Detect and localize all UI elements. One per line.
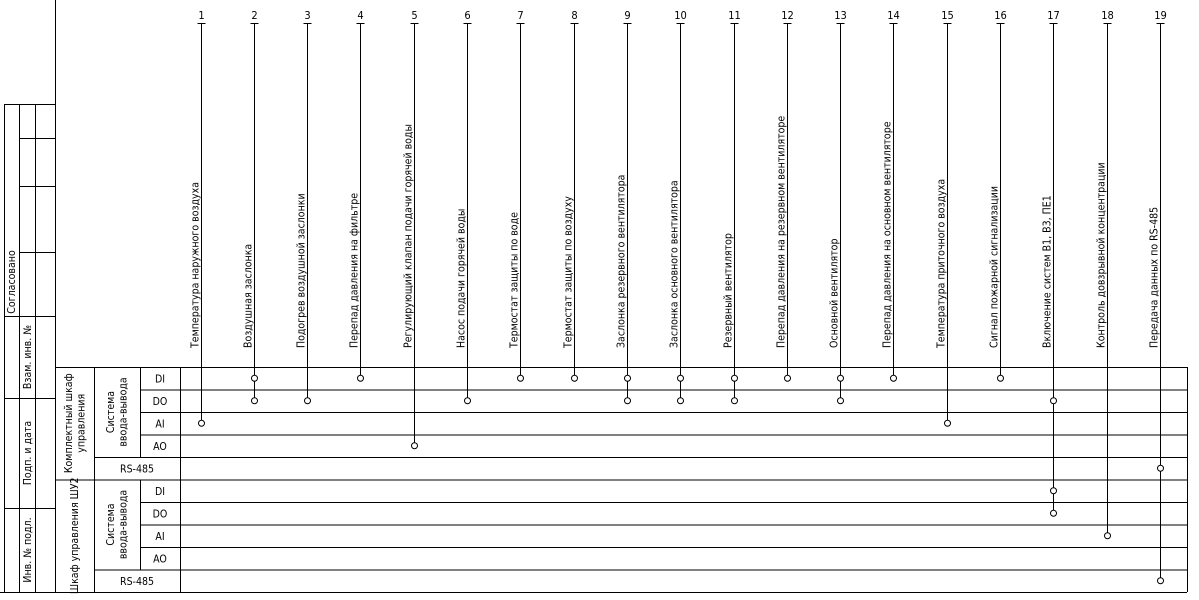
signal-number: 8 — [571, 9, 578, 22]
signal-9 — [616, 9, 632, 404]
signal-15 — [936, 9, 954, 426]
row-label-shu2-ao: AO — [153, 553, 167, 566]
stamp-sign-date-label: Подп. и дата — [22, 420, 34, 486]
signal-label: Сигнал пожарной сигнализации — [988, 185, 1001, 348]
signal-label: Включение систем В1, В3, ПЕ1 — [1041, 195, 1054, 348]
io-table-labels — [63, 373, 168, 594]
signal-11 — [723, 9, 741, 404]
signal-label: Перепад давления на фильтре — [348, 192, 361, 348]
row-label-kshu-ao: AO — [153, 440, 167, 453]
signal-label: Резервный вентилятор — [722, 233, 735, 348]
signal-number: 15 — [941, 9, 954, 22]
connection-node — [1158, 465, 1164, 471]
bus-label-kshu: RS-485 — [120, 463, 154, 476]
connection-node — [1105, 533, 1111, 539]
stamp-approved-label: Согласовано — [6, 250, 18, 314]
connection-node — [998, 375, 1004, 381]
signal-2 — [243, 9, 259, 404]
signal-5 — [403, 9, 419, 449]
signal-1 — [190, 9, 206, 426]
connection-node — [572, 375, 578, 381]
connection-node — [1051, 488, 1057, 494]
signal-number: 5 — [411, 9, 418, 22]
connection-node — [625, 375, 631, 381]
signal-number: 2 — [251, 9, 258, 22]
signal-4 — [349, 9, 365, 381]
signal-14 — [882, 9, 900, 381]
connection-node — [252, 375, 258, 381]
signal-number: 7 — [517, 9, 524, 22]
signal-label: Температура приточного воздуха — [935, 178, 948, 348]
signal-label: Передача данных по RS-485 — [1148, 206, 1161, 348]
connection-node — [625, 398, 631, 404]
signal-label: Контроль довзрывной концентрации — [1095, 162, 1108, 348]
signal-13 — [829, 9, 847, 404]
signal-label: Насос подачи горячей воды — [455, 208, 468, 348]
signal-8 — [563, 9, 579, 381]
signal-number: 14 — [887, 9, 900, 22]
signal-label: Перепад давления на резервном вентиляторе — [775, 115, 788, 348]
signal-label: Воздушная заслонка — [242, 243, 255, 348]
signal-12 — [776, 9, 794, 381]
connection-node — [732, 375, 738, 381]
bus-label-shu2: RS-485 — [120, 575, 154, 588]
signal-number: 18 — [1101, 9, 1114, 22]
signal-label: Основной вентилятор — [828, 238, 841, 348]
signal-7 — [509, 9, 525, 381]
signal-number: 4 — [357, 9, 364, 22]
row-label-shu2-do: DO — [152, 508, 168, 521]
signal-18 — [1096, 9, 1114, 539]
signal-columns — [190, 9, 1167, 584]
connection-node — [785, 375, 791, 381]
row-label-kshu-di: DI — [154, 373, 166, 386]
connection-node — [1051, 510, 1057, 516]
connection-node — [412, 443, 418, 449]
connection-node — [945, 420, 951, 426]
io-group-kshu: Системаввода-вывода — [104, 377, 130, 447]
connection-node — [305, 398, 311, 404]
block-name-shu2: Шкаф управления ШУ2 — [69, 477, 81, 595]
signal-6 — [456, 9, 472, 404]
signal-label: Термостат защиты по воздуху — [562, 196, 575, 348]
signal-label: Заслонка резервного вентилятора — [615, 174, 628, 348]
signal-number: 9 — [624, 9, 631, 22]
signal-label: Температура наружного воздуха — [189, 182, 202, 348]
io-table-grid — [56, 367, 1188, 593]
signal-number: 11 — [728, 9, 741, 22]
signal-label: Термостат защиты по воде — [508, 212, 521, 348]
connection-node — [732, 398, 738, 404]
connection-node — [838, 375, 844, 381]
signal-number: 19 — [1154, 9, 1167, 22]
io-group-shu2: Системаввода-вывода — [104, 489, 130, 560]
row-label-shu2-di: DI — [154, 485, 166, 498]
signal-number: 13 — [834, 9, 847, 22]
connection-node — [838, 398, 844, 404]
connection-node — [518, 375, 524, 381]
connection-node — [465, 398, 471, 404]
signal-number: 3 — [304, 9, 311, 22]
signal-number: 16 — [994, 9, 1007, 22]
signal-19 — [1149, 9, 1167, 584]
block-name-kshu: Комплектный шкафуправления — [62, 373, 88, 474]
connection-node — [252, 398, 258, 404]
row-label-kshu-ai: AI — [155, 418, 165, 431]
signal-label: Перепад давления на основном вентиляторе — [881, 121, 894, 348]
row-label-kshu-do: DO — [152, 395, 168, 408]
signal-number: 6 — [464, 9, 471, 22]
connection-node — [678, 398, 684, 404]
connection-node — [1051, 398, 1057, 404]
connection-node — [678, 375, 684, 381]
signal-16 — [989, 9, 1007, 381]
signal-number: 17 — [1047, 9, 1060, 22]
signal-label: Заслонка основного вентилятора — [668, 180, 681, 348]
signal-number: 12 — [781, 9, 794, 22]
row-label-shu2-ai: AI — [155, 530, 165, 543]
connection-node — [891, 375, 897, 381]
signal-number: 10 — [674, 9, 687, 22]
connection-node — [1158, 578, 1164, 584]
signal-number: 1 — [198, 9, 205, 22]
connection-node — [199, 420, 205, 426]
signal-label: Регулирующий клапан подачи горячей воды — [402, 124, 415, 348]
signal-10 — [669, 9, 687, 404]
signal-3 — [296, 9, 312, 404]
stamp-inv-no-label: Инв. № подл. — [22, 517, 34, 583]
connection-node — [358, 375, 364, 381]
signal-label: Подогрев воздушной заслонки — [295, 193, 308, 348]
stamp-replaces-label: Взам. инв. № — [22, 324, 34, 390]
signal-17 — [1042, 9, 1060, 516]
